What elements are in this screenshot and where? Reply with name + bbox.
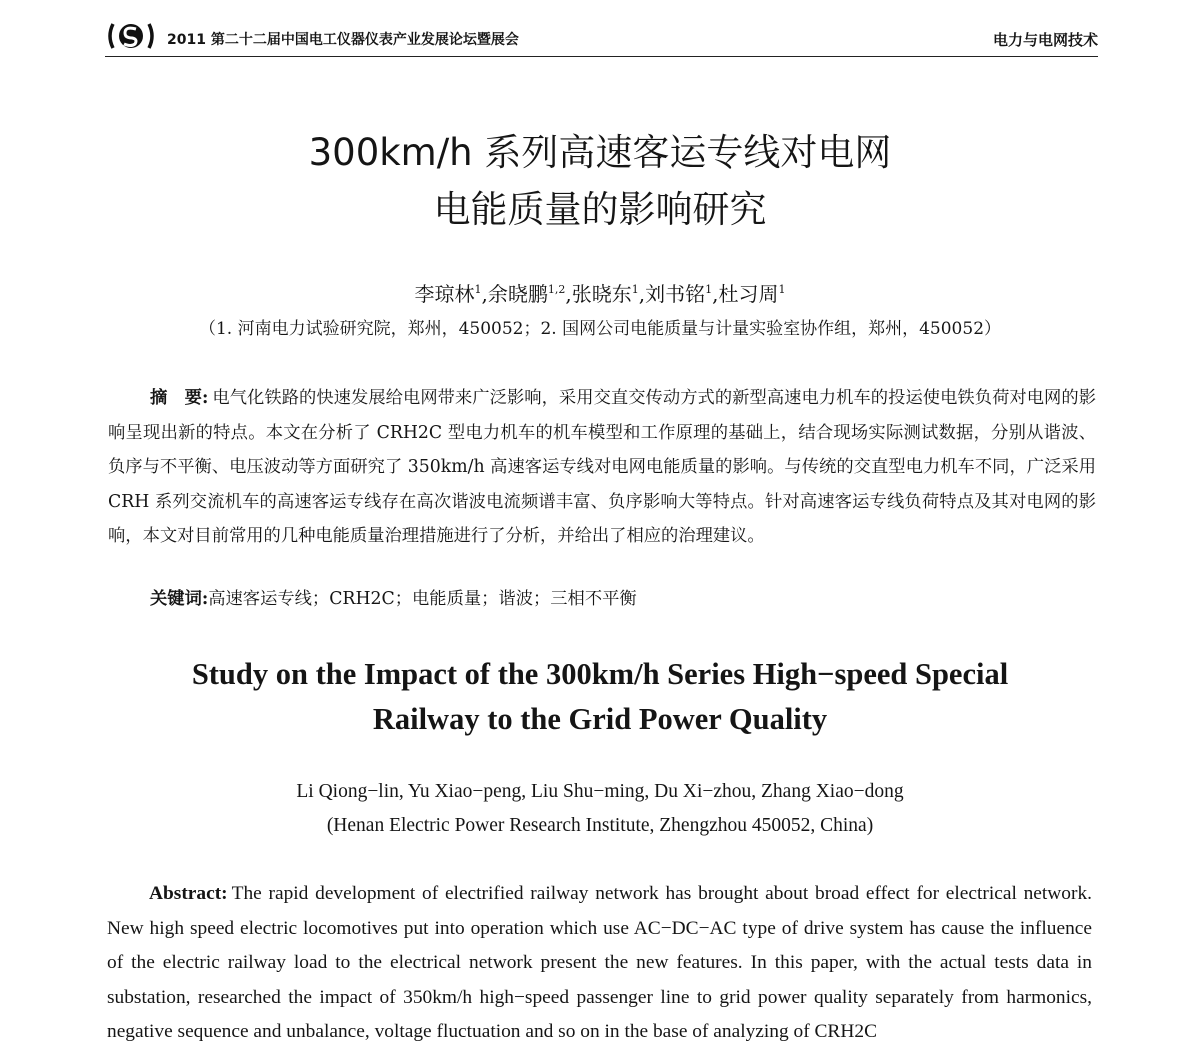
author-cn: 杜习周 [718,282,779,306]
title-en-line1: Study on the Impact of the 300km/h Series High−speed Special [191,657,1009,691]
title-cn-line1: 300km/h 系列高速客运专线对电网 [308,131,892,174]
page-header [105,22,1098,57]
abstract-cn [108,381,1096,554]
authors-cn [0,275,1200,309]
abstract-cn-label: 摘 要: [150,388,209,408]
abstract-en [107,877,1092,1050]
author-cn: 余晓鹏 [487,282,548,306]
author-cn-sup: 1 [778,283,786,296]
conference-logo-icon [105,20,157,52]
author-cn: 张晓东 [571,282,632,306]
author-cn-sup: 1 [631,283,639,296]
keywords-cn [150,582,637,616]
title-en-line2: Railway to the Grid Power Quality [372,702,828,736]
author-separator: , [638,282,646,306]
header-conference-name: 2011 第二十二届中国电工仪器仪表产业发展论坛暨展会 [167,32,519,48]
author-separator: , [712,282,719,306]
author-cn: 刘书铭 [645,282,706,306]
title-cn-line2: 电能质量的影响研究 [433,188,767,231]
keywords-cn-text: 高速客运专线；CRH2C；电能质量；谐波；三相不平衡 [208,589,637,609]
abstract-en-label: Abstract: [149,883,228,904]
author-cn: 李琼林 [414,282,475,306]
author-separator: , [565,282,572,306]
abstract-en-text: The rapid development of electrified railway network has brought about broad effect for electrical network. New high speed electric locomotives put into operation which use AC−DC−AC type of drive system has cause the influence of the electric railway load to the electrical network present the new features. In this paper, with the actual tests data in substation, researched the impact of 350km/h high−speed passenger line to grid power quality separately from harmonics, negative sequence and unbalance, voltage fluctuation and so on in the base of analyzing of CRH2C [107,883,1092,1042]
abstract-cn-text: 电气化铁路的快速发展给电网带来广泛影响，采用交直交传动方式的新型高速电力机车的投运使电铁负荷对电网的影响呈现出新的特点。本文在分析了 CRH2C 型电力机车的机车模型和工作原理的基础上，结合现场实际测试数据，分别从谐波、负序与不平衡、电压波动等方面研究了 350km/h 高速客运专线对电网电能质量的影响。与传统的交直型电力机车不同，广泛采用 CRH 系列交流机车的高速客运专线存在高次谐波电流频谱丰富、负序影响大等特点。针对高速客运专线负荷特点及其对电网的影响，本文对目前常用的几种电能质量治理措施进行了分析，并给出了相应的治理建议。 [108,388,1096,546]
author-cn-sup: 1,2 [547,283,566,296]
author-separator: , [481,282,488,306]
author-cn-sup: 1 [705,283,713,296]
header-section-name: 电力与电网技术 [992,31,1098,49]
authors-en: Li Qiong−lin, Yu Xiao−peng, Liu Shu−ming, Du Xi−zhou, Zhang Xiao−dong [296,781,904,802]
author-cn-sup: 1 [474,283,482,296]
affiliation-en: (Henan Electric Power Research Institute, Zhengzhou 450052, China) [326,815,874,836]
keywords-cn-label: 关键词: [150,589,209,609]
affiliation-cn: （1. 河南电力试验研究院，郑州，450052；2. 国网公司电能质量与计量实验室协作组，郑州，450052） [198,319,1002,339]
